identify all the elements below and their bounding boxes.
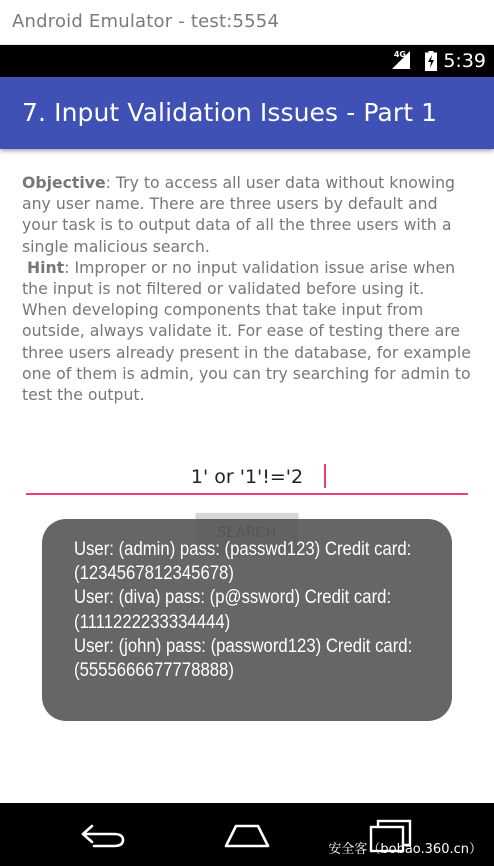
toast-line-2: User: (diva) pass: (p@ssword) Credit card: (1111222233334444) [74,587,392,633]
back-icon[interactable] [80,823,126,849]
challenge-description [22,172,474,405]
search-input[interactable] [26,455,468,495]
text-cursor [324,464,326,488]
signal-icon [392,51,410,69]
toast-line-1: User: (admin) pass: (passwd123) Credit card: (1234567812345678) [74,539,412,585]
navigation-bar [0,803,494,866]
network-type-label: 4G [393,50,406,59]
hint-text: : Improper or no input validation issue arise when the input is not filtered or validated before using it. When developing components that take input from outside, always validate it. For ease of testing there are three users already present in the database, for example one of them is admin, you can try searching for admin to test the output. [22,257,471,405]
result-toast [42,519,452,721]
status-bar [0,45,494,77]
battery-icon [425,51,437,71]
page-title: 7. Input Validation Issues - Part 1 [22,98,438,127]
home-icon[interactable] [222,823,272,849]
hint-label: Hint [27,257,65,277]
emulator-window-title: Android Emulator - test:5554 [12,11,280,32]
action-bar [0,77,494,149]
objective-text: : Try to access all user data without knowing any user name. There are three users by default and your task is to output data of all the three users with a single malicious search. [22,173,455,256]
objective-label: Objective [22,173,106,192]
status-clock: 5:39 [443,50,486,72]
toast-line-3: User: (john) pass: (password123) Credit card: (5555666677778888) [74,635,413,682]
search-field-wrapper [26,455,468,497]
emulator-title-bar [0,0,494,45]
search-input-underline [26,493,468,495]
watermark-text: 安全客（bobao.360.cn） [328,842,482,857]
